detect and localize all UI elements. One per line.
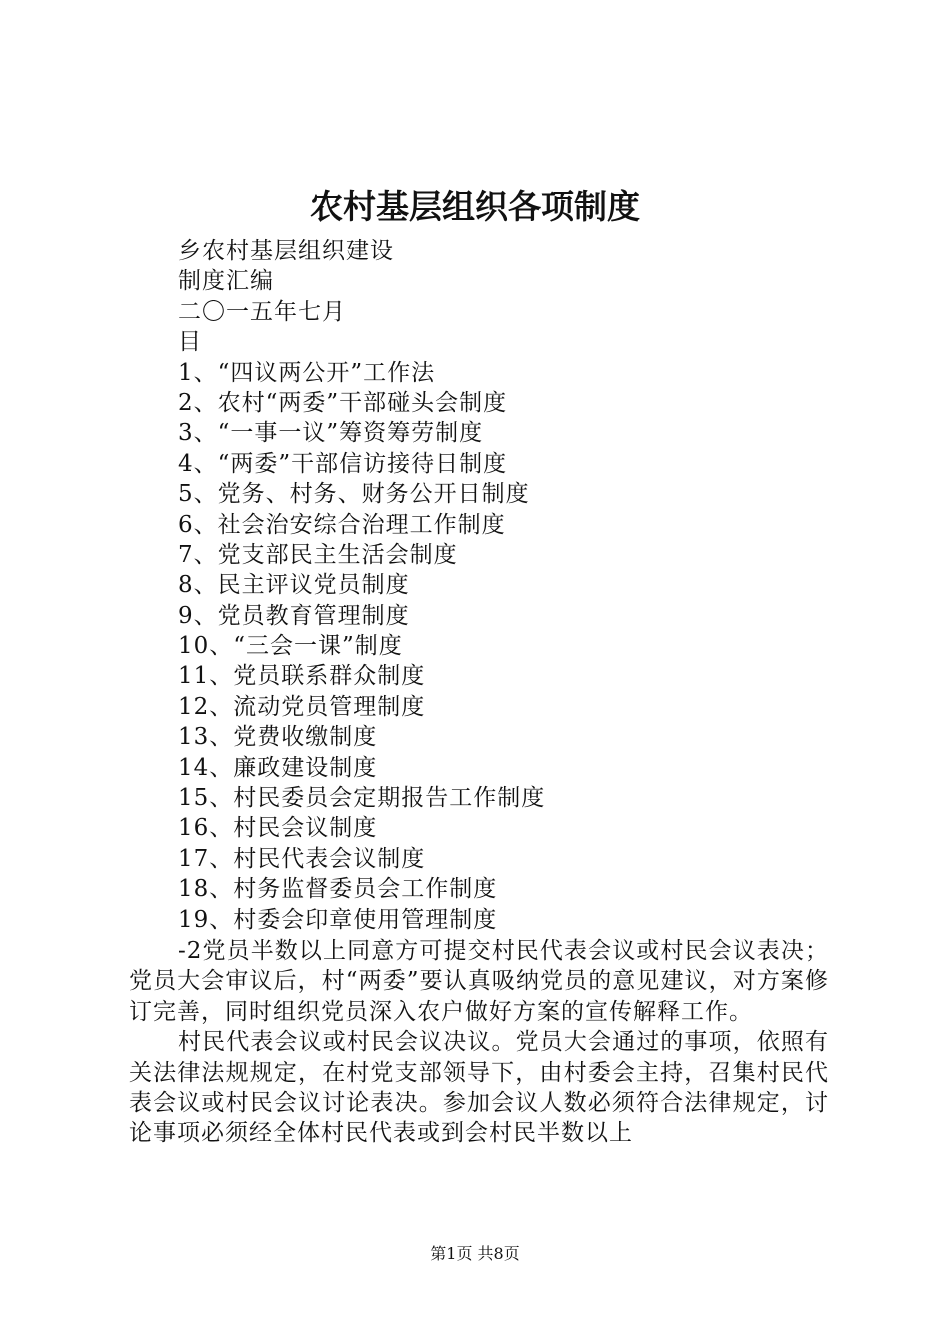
date-line: 二〇一五年七月 xyxy=(178,298,346,325)
contents-item: 16、村民会议制度 xyxy=(178,815,378,842)
contents-item: 10、“三会一课”制度 xyxy=(178,633,403,660)
contents-item: 13、党费收缴制度 xyxy=(178,724,378,751)
contents-heading: 目 xyxy=(178,329,202,356)
contents-item: 2、农村“两委”干部碰头会制度 xyxy=(178,389,508,416)
contents-item: 7、党支部民主生活会制度 xyxy=(178,541,458,568)
contents-item: 8、民主评议党员制度 xyxy=(178,572,410,599)
body-text xyxy=(129,936,829,1149)
document-title: 农村基层组织各项制度 xyxy=(310,187,640,226)
contents-item: 15、村民委员会定期报告工作制度 xyxy=(178,785,546,812)
page-footer: 第1页 共8页 xyxy=(430,1244,520,1263)
contents-item: 14、廉政建设制度 xyxy=(178,754,378,781)
contents-item: 6、社会治安综合治理工作制度 xyxy=(178,511,506,538)
contents-item: 11、党员联系群众制度 xyxy=(178,663,426,690)
contents-item: 4、“两委”干部信访接待日制度 xyxy=(178,450,508,477)
subtitle-line: 乡农村基层组织建设 xyxy=(178,238,394,264)
contents-item: 12、流动党员管理制度 xyxy=(178,693,426,720)
body-paragraph: 村民代表会议或村民会议决议。党员大会通过的事项，依照有关法律法规规定，在村党支部领导下，由村委会主持，召集村民代表会议或村民会议讨论表决。参加会议人数必须符合法律规定，讨论事项必须经全体村民代表或到会村民半数以上 xyxy=(129,1029,829,1147)
body-paragraph: -2党员半数以上同意方可提交村民代表会议或村民会议表决；党员大会审议后，村“两委”要认真吸纳党员的意见建议，对方案修订完善，同时组织党员深入农户做好方案的宣传解释工作。 xyxy=(129,938,829,1025)
contents-item: 19、村委会印章使用管理制度 xyxy=(178,906,498,933)
contents-item: 9、党员教育管理制度 xyxy=(178,602,410,629)
table-of-contents xyxy=(178,236,878,935)
contents-item: 5、党务、村务、财务公开日制度 xyxy=(178,481,530,508)
contents-item: 1、“四议两公开”工作法 xyxy=(178,359,436,386)
contents-item: 17、村民代表会议制度 xyxy=(178,845,426,872)
subtitle-line: 制度汇编 xyxy=(178,268,274,295)
contents-item: 18、村务监督委员会工作制度 xyxy=(178,876,498,903)
contents-item: 3、“一事一议”筹资筹劳制度 xyxy=(178,420,484,447)
